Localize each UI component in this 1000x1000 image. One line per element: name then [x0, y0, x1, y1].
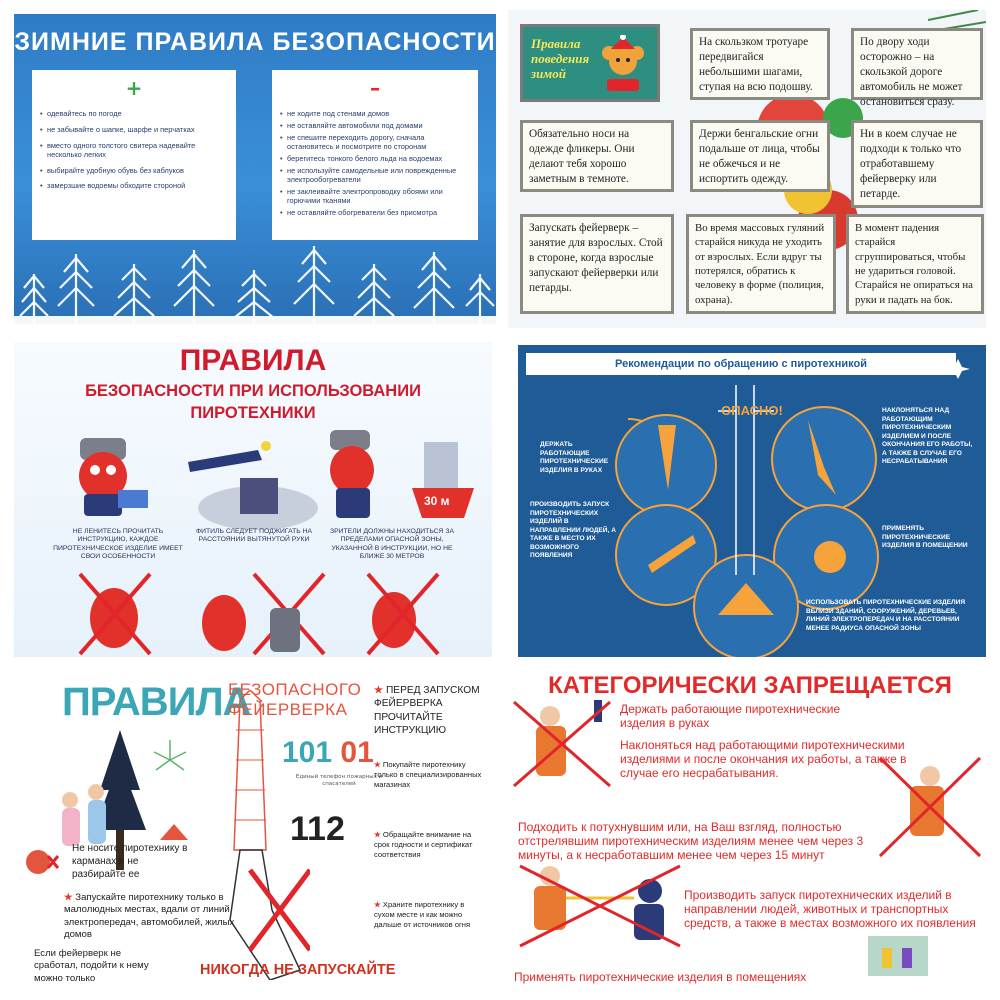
list-item: • не заклеивайте электропроводку обоями или горючими тканями	[280, 188, 472, 206]
phone-101-01: 101 01	[282, 736, 374, 769]
prohibited-item-1: Держать работающие пиротехнические изделия в руках	[620, 702, 841, 731]
recommendation-2: НАКЛОНЯТЬСЯ НАД РАБОТАЮЩИМ ПИРОТЕХНИЧЕСКИМ ИЗДЕЛИЕМ И ПОСЛЕ ОКОНЧАНИЯ ЕГО РАБОТЫ, А ТАКЖЕ В СЛУЧАЕ ЕГО НЕСРАБАТЫВАНИЯ	[882, 407, 973, 466]
mascot-reading-illustration	[50, 428, 160, 520]
spectators-distance-illustration	[324, 422, 484, 532]
panel5-subtitle: БЕЗОПАСНОГО ФЕЙЕРВЕРКА	[228, 680, 362, 720]
tip-box: В момент падения старайся сгруппироваться, чтобы не удариться головой. Старайся не опираться на руки и падать на бок.	[846, 214, 984, 314]
caption-1: НЕ ЛЕНИТЕСЬ ПРОЧИТАТЬ ИНСТРУКЦИЮ, КАЖДОЕ ПИРОТЕХНИЧЕСКОЕ ИЗДЕЛИЕ ИМЕЕТ СВОИ ОСОБЕННОСТИ	[53, 528, 183, 561]
list-item: • не оставляйте автомобили под домами	[280, 122, 472, 131]
prohibited-actions-illustration	[74, 568, 492, 657]
panel4-header: Рекомендации по обращению с пиротехникой	[526, 353, 956, 375]
minus-icon: –	[370, 76, 380, 100]
tip-box: Обязательно носи на одежде фликеры. Они делают тебя хорошо заметным в темноте.	[520, 120, 674, 192]
right-tip-3: ★ Обращайте внимание на срок годности и сертификат соответствия	[374, 830, 473, 859]
list-item: • не спешите переходить дорогу, сначала остановитесь и посмотрите по сторонам	[280, 134, 472, 152]
right-tip-2: ★ Покупайте пиротехнику только в специализированных магазинах	[374, 760, 482, 789]
logo-line3: зимой	[531, 65, 566, 81]
list-item: • не используйте самодельные или поврежденные электрообогреватели	[280, 167, 472, 185]
panel6-title: КАТЕГОРИЧЕСКИ ЗАПРЕЩАЕТСЯ	[548, 672, 952, 699]
logo-line2: поведения	[531, 50, 590, 66]
winter-forest-illustration	[14, 214, 496, 324]
phone-caption: Единый телефон пожарных и спасателей	[295, 774, 383, 788]
pyrotechnics-recommendations-panel	[518, 345, 986, 657]
prohibited-item-5: Применять пиротехнические изделия в помещениях	[514, 970, 807, 984]
list-item: • выбирайте удобную обувь без каблуков	[40, 167, 230, 176]
list-item: • берегитесь тонкого белого льда на водоемах	[280, 155, 472, 164]
left-tip-3: Если фейерверк не сработал, подойти к нему можно только	[34, 948, 149, 984]
mouse-santa-icon	[595, 35, 651, 99]
star-icon: ★	[374, 760, 383, 769]
recommendation-5: ИСПОЛЬЗОВАТЬ ПИРОТЕХНИЧЕСКИЕ ИЗДЕЛИЯ ВБЛИЗИ ЗДАНИЙ, СООРУЖЕНИЙ, ДЕРЕВЬЕВ, ЛИНИЙ ЭЛЕКТРОПЕРЕДАЧ И НА РАССТОЯНИИ МЕНЕЕ РАДИУСА ОПАСНОЙ ЗОНЫ	[806, 599, 966, 632]
recommendation-3: ПРОИЗВОДИТЬ ЗАПУСК ПИРОТЕХНИЧЕСКИХ ИЗДЕЛИЙ В НАПРАВЛЕНИИ ЛЮДЕЙ, А ТАКЖЕ В МЕСТО ИХ ВОЗМОЖНОГО ПОЯВЛЕНИЯ	[530, 501, 616, 560]
caption-3: ЗРИТЕЛИ ДОЛЖНЫ НАХОДИТЬСЯ ЗА ПРЕДЕЛАМИ ОПАСНОЙ ЗОНЫ, УКАЗАННОЙ В ИНСТРУКЦИИ, НО НЕ БЛИЖЕ 30 МЕТРОВ	[330, 528, 454, 561]
right-tip-4: ★ Храните пиротехнику в сухом месте и как можно дальше от источников огня	[374, 900, 471, 929]
strictly-prohibited-panel	[510, 666, 990, 988]
list-item: • одевайтесь по погоде	[40, 110, 230, 119]
dont-list	[280, 110, 472, 221]
do-list	[40, 110, 230, 198]
danger-label: ОПАСНО!	[721, 403, 783, 418]
pyrotechnics-safety-panel	[14, 342, 492, 657]
left-tip-2: ★ Запускайте пиротехнику только в малолюдных местах, вдали от линий электропередач, автомобилей, жилых домов	[64, 892, 235, 941]
distance-badge: 30 м	[424, 494, 450, 508]
panel1-title: ЗИМНИЕ ПРАВИЛА БЕЗОПАСНОСТИ	[14, 28, 496, 56]
tip-box: Держи бенгальские огни подальше от лица, чтобы не обжечься и не испортить одежду.	[690, 120, 830, 192]
panel3-subtitle: БЕЗОПАСНОСТИ ПРИ ИСПОЛЬЗОВАНИИ	[85, 382, 421, 400]
winter-behavior-logo	[520, 24, 660, 102]
plus-icon: +	[125, 76, 143, 100]
list-item: • не оставляйте обогреватели без присмотра	[280, 209, 472, 218]
tip-box: На скользком тротуаре передвигайся небольшими шагами, ступая на всю подошву.	[690, 28, 830, 100]
list-item: • вместо одного толстого свитера надевайте несколько легких	[40, 142, 230, 160]
list-item: • замерзшие водоемы обходите стороной	[40, 182, 230, 191]
logo-line1: Правила	[531, 36, 581, 51]
prohibited-item-4: Производить запуск пиротехнических изделий в направлении людей, животных и транспортных средств, а также в местах возможного их появления	[684, 888, 976, 931]
recommendation-4: ПРИМЕНЯТЬ ПИРОТЕХНИЧЕСКИЕ ИЗДЕЛИЯ В ПОМЕЩЕНИИ	[882, 525, 968, 550]
panel5-title: ПРАВИЛА	[62, 680, 251, 724]
recommendation-1: ДЕРЖАТЬ РАБОТАЮЩИЕ ПИРОТЕХНИЧЕСКИЕ ИЗДЕЛИЯ В РУКАХ	[540, 441, 609, 474]
list-item: • не ходите под стенами домов	[280, 110, 472, 119]
star-icon: ★	[374, 900, 383, 909]
panel3-subtitle-2: ПИРОТЕХНИКИ	[190, 404, 316, 422]
never-launch-heading: НИКОГДА НЕ ЗАПУСКАЙТЕ	[200, 962, 396, 978]
star-icon: ★	[374, 830, 383, 839]
left-tip-1: Не носите пиротехнику в карманах и не разбирайте ее	[72, 843, 188, 880]
panel3-title: ПРАВИЛА	[179, 344, 327, 377]
prohibited-item-3: Подходить к потухнувшим или, на Ваш взгляд, полностью отстрелявшим пиротехническим изделиям менее чем через 3 минуты, а к несработавшим менее чем через 15 минут	[518, 820, 864, 863]
lighting-fuse-illustration	[188, 438, 318, 534]
caption-2: ФИТИЛЬ СЛЕДУЕТ ПОДЖИГАТЬ НА РАССТОЯНИИ ВЫТЯНУТОЙ РУКИ	[195, 528, 313, 544]
safe-firework-panel	[14, 670, 492, 988]
winter-behavior-panel	[508, 10, 986, 328]
star-icon: ★	[374, 685, 386, 696]
prohibited-item-2: Наклоняться над работающими пиротехническими изделиями и после окончания их работы, а также в случае его несрабатывания.	[620, 738, 907, 781]
list-item: • не забывайте о шапке, шарфе и перчатках	[40, 126, 230, 135]
right-tip-1: ★ ПЕРЕД ЗАПУСКОМ ФЕЙЕРВЕРКА ПРОЧИТАЙТЕ ИНСТРУКЦИЮ	[374, 685, 480, 736]
tip-box: По двору ходи осторожно – на скользкой дороге автомобиль не может остановиться сразу.	[851, 28, 983, 100]
tip-box: Во время массовых гуляний старайся никуда не уходить от взрослых. Если вдруг ты потерялся, обратись к человеку в форме (полиция, охрана).	[686, 214, 836, 314]
tip-box: Запускать фейерверк – занятие для взрослых. Стой в стороне, когда взрослые запускают фейерверки или петарды.	[520, 214, 674, 314]
star-icon: ★	[64, 892, 76, 903]
no-pockets-icon	[20, 842, 60, 882]
phone-112: 112	[290, 810, 345, 848]
tip-box: Ни в коем случае не подходи к только что отработавшему фейерверку или петарде.	[851, 120, 983, 208]
winter-safety-panel	[14, 14, 496, 324]
